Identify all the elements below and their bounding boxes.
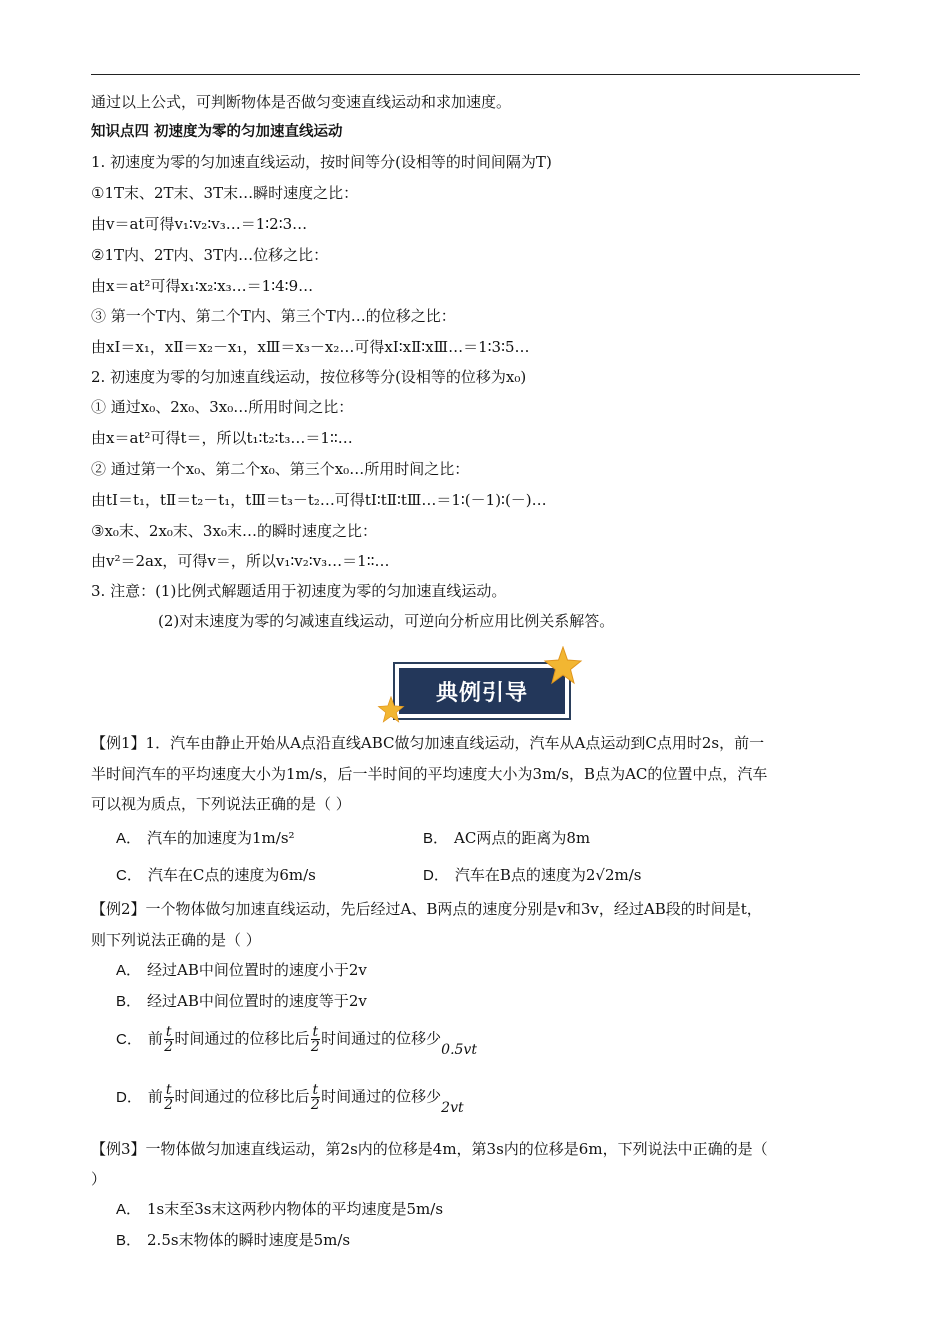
text-line: 由v＝at可得v₁∶v₂∶v₃…＝1∶2∶3… [91, 215, 308, 233]
option-a: A． 汽车的加速度为1m/s² [116, 829, 295, 847]
question-stem: 半时间汽车的平均速度大小为1m/s，后一半时间的平均速度大小为3m/s，B点为AC的位置中点，汽车 [91, 765, 768, 783]
option-c: C． 前 $\frac{t}{2}$ 时间通过的位移比后 $\frac{t}{2}$ 时间通过的位移少0.5vt [116, 1024, 477, 1058]
text-line: 由xⅠ＝x₁，xⅡ＝x₂－x₁，xⅢ＝x₃－x₂…可得xⅠ∶xⅡ∶xⅢ…＝1∶3∶5… [91, 338, 530, 356]
text-line: 由v²＝2ax，可得v＝，所以v₁∶v₂∶v₃…＝1∶∶… [91, 552, 390, 570]
option-d: D． 前 $\frac{t}{2}$ 时间通过的位移比后 $\frac{t}{2}$ 时间通过的位移少2vt [116, 1082, 464, 1116]
text-line: ①1T末、2T末、3T末…瞬时速度之比： [91, 184, 359, 202]
fraction: $\frac{t}{2}$ [310, 1024, 320, 1055]
text-line: 3. 注意：(1)比例式解题适用于初速度为零的匀加速直线运动。 [91, 582, 507, 600]
fraction: $\frac{t}{2}$ [164, 1082, 174, 1113]
fraction: $\frac{t}{2}$ [164, 1024, 174, 1055]
text-line: ② 通过第一个x₀、第二个x₀、第三个x₀…所用时间之比： [91, 460, 470, 478]
option-c: C． 汽车在C点的速度为6m/s [116, 866, 316, 884]
option-b: B． 2.5s末物体的瞬时速度是5m/s [116, 1231, 351, 1249]
text-line: 2. 初速度为零的匀加速直线运动，按位移等分(设相等的位移为x₀) [91, 368, 527, 386]
question-stem: 【例1】1．汽车由静止开始从A点沿直线ABC做匀加速直线运动，汽车从A点运动到C点用时2s，前一 [91, 734, 765, 752]
text-line: 1. 初速度为零的匀加速直线运动，按时间等分(设相等的时间间隔为T) [91, 153, 552, 171]
question-stem: 可以视为质点，下列说法正确的是（ ） [91, 795, 351, 813]
section-banner [385, 648, 585, 722]
question-stem: 【例2】一个物体做匀加速直线运动，先后经过A、B两点的速度分别是v和3v，经过AB段的时间是t， [91, 900, 762, 918]
text-line: ③ 第一个T内、第二个T内、第三个T内…的位移之比： [91, 307, 456, 325]
text-line: ① 通过x₀、2x₀、3x₀…所用时间之比： [91, 398, 354, 416]
fraction: $\frac{t}{2}$ [310, 1082, 320, 1113]
option-b: B． AC两点的距离为8m [423, 829, 591, 847]
header-rule [91, 74, 860, 75]
question-stem: 【例3】一物体做匀加速直线运动，第2s内的位移是4m，第3s内的位移是6m，下列说法中正确的是（ [91, 1140, 768, 1158]
text-line: (2)对末速度为零的匀减速直线运动，可逆向分析应用比例关系解答。 [158, 612, 615, 630]
option-a: A． 经过AB中间位置时的速度小于2v [116, 961, 367, 979]
question-stem: ） [91, 1170, 107, 1188]
option-a: A． 1s末至3s末这两秒内物体的平均速度是5m/s [116, 1200, 444, 1218]
text-line: 由tⅠ＝t₁，tⅡ＝t₂－t₁，tⅢ＝t₃－t₂…可得tⅠ∶tⅡ∶tⅢ…＝1∶(－1)∶(－)… [91, 491, 547, 509]
section-heading: 知识点四 初速度为零的匀加速直线运动 [91, 124, 343, 140]
option-d: D． 汽车在B点的速度为2√2m/s [423, 866, 642, 884]
text-line: 由x＝at²可得t＝，所以t₁∶t₂∶t₃…＝1∶∶… [91, 429, 353, 447]
question-stem: 则下列说法正确的是（ ） [91, 931, 261, 949]
text-line: ③x₀末、2x₀末、3x₀末…的瞬时速度之比： [91, 522, 377, 540]
option-b: B． 经过AB中间位置时的速度等于2v [116, 992, 367, 1010]
star-icon [377, 696, 405, 724]
star-icon [543, 646, 583, 686]
text-line: 由x＝at²可得x₁∶x₂∶x₃…＝1∶4∶9… [91, 277, 314, 295]
banner-title: 典例引导 [399, 668, 565, 714]
text-line: ②1T内、2T内、3T内…位移之比： [91, 246, 329, 264]
text-line: 通过以上公式，可判断物体是否做匀变速直线运动和求加速度。 [91, 93, 512, 111]
